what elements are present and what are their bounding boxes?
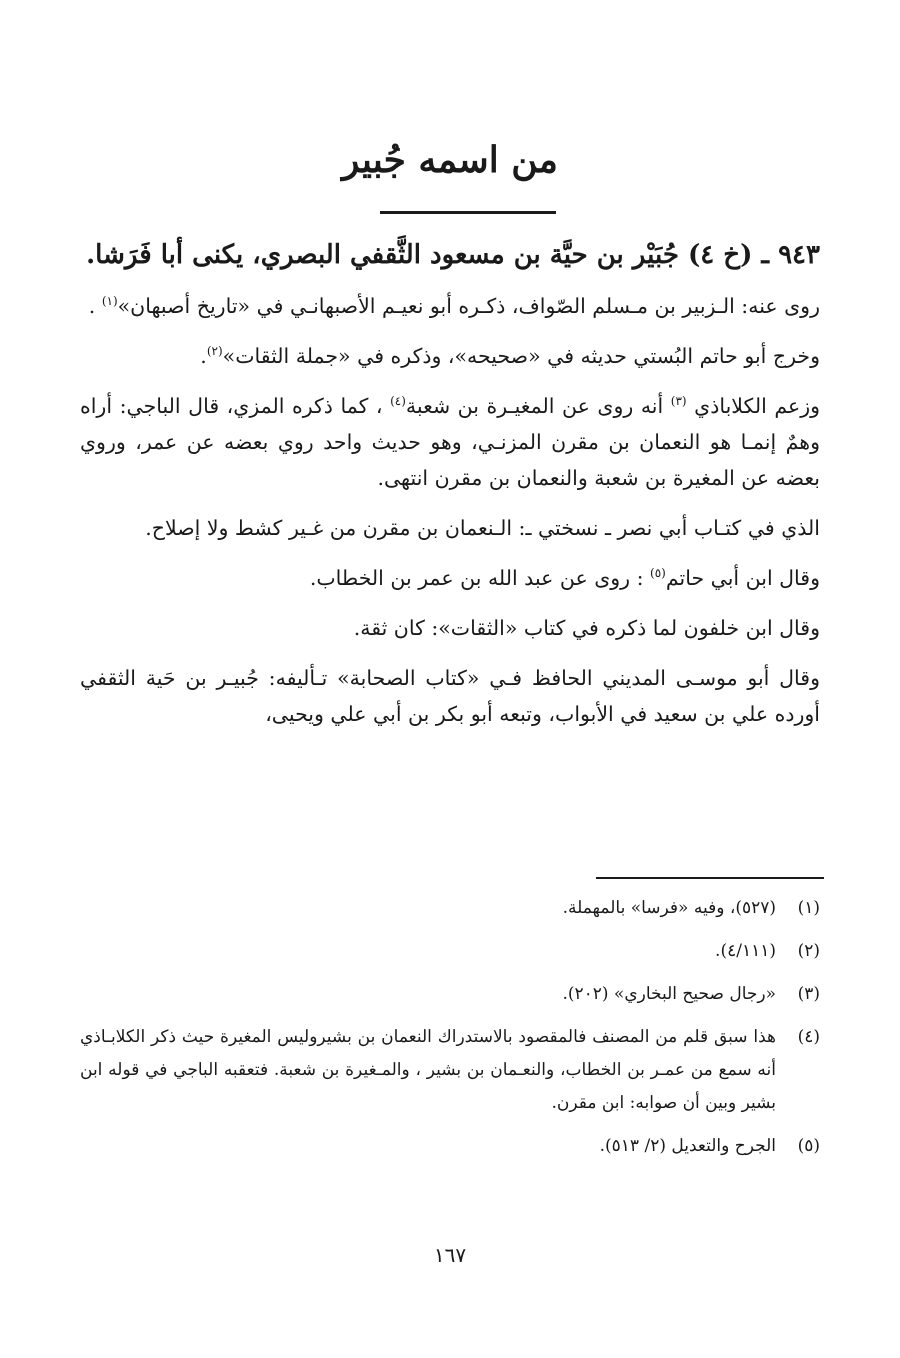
paragraph-3 [80,388,820,496]
footnote-text: «رجال صحيح البخاري» (٢٠٢). [562,984,776,1004]
paragraph-7: وقال أبو موسـى المديني الحافظ فـي «كتاب الصحابة» تـأليفه: جُبيـر بن حَية الثقفي أورده علي بن سعيد في الأبواب، وتبعه أبو بكر بن أبي علي ويحيى، [80,666,820,726]
footnote [80,935,820,968]
paragraph-tail: . [200,344,207,368]
paragraph-2 [80,338,820,374]
footnote-separator [596,877,824,879]
footnote-ref: (٥) [650,566,666,581]
section-title: من اسمه جُبير [342,139,558,181]
paragraph-text: روى عنه: الـزبير بن مـسلم الصّواف، ذكـره أبو نعيـم الأصبهانـي في «تاريخ أصبهان» [117,294,820,318]
paragraph-text: وقال ابن أبي حاتم [665,566,820,590]
paragraph-text: وخرج أبو حاتم البُستي حديثه في «صحيحه»، وذكره في «جملة الثقات» [222,344,820,368]
footnote-number: (٣) [797,984,820,1004]
footnote-ref: (٣) [670,394,687,409]
page-number: ١٦٧ [433,1243,467,1267]
title-underline [380,211,556,214]
footnote-text: (٥٢٧)، وفيه «فرسا» بالمهملة. [562,898,776,918]
paragraph-5 [80,560,820,596]
paragraph-text: وزعم الكلاباذي [686,394,820,418]
footnote [80,1130,820,1163]
footnote-ref: (٤) [390,394,406,409]
footnotes [80,892,820,1173]
footnote-text: هذا سبق قلم من المصنف فالمقصود بالاستدراك النعمان بن بشيروليس المغيرة حيث ذكر الكلابـاذي أنه سمع من عمـر بن الخطاب، والنعـمان بن بشير ، والمـغيرة بن شعبة. فتعقبه الباجي في قوله ابن بشير وبين أن صوابه: ابن مقرن. [80,1027,776,1113]
paragraph-tail: . [88,294,102,318]
footnote-number: (٥) [797,1136,820,1156]
paragraph-6: وقال ابن خلفون لما ذكره في كتاب «الثقات»: كان ثقة. [353,616,820,640]
footnote-number: (٢) [797,941,820,961]
paragraph-text: أنه روى عن المغيـرة بن شعبة [405,394,671,418]
footnote-ref: (١) [101,294,118,309]
footnote-text: الجرح والتعديل (٢/ ٥١٣). [599,1136,776,1156]
footnote-number: (٤) [797,1027,820,1047]
paragraph-tail: : روى عن عبد الله بن عمر بن الخطاب. [309,566,651,590]
footnote-text: (٤/١١١). [715,941,776,961]
footnote-ref: (٢) [206,344,223,359]
paragraph-text: ، كما ذكره المزي، قال الباجي: أراه وهمٌ إنمـا هو النعمان بن مقرن المزنـي، وهو حديث واحد روي بعضه عن عمر، وروي بعضه عن المغيرة بن شعبة والنعمان بن مقرن انتهى. [80,394,820,490]
entry-heading: ٩٤٣ ـ (خ ٤) جُبَيْر بن حيَّة بن مسعود الثَّقفي البصري، يكنى أبا فَرَشا. [86,240,820,270]
entry-body [80,288,820,746]
footnote-number: (١) [797,898,820,918]
paragraph-1 [80,288,820,324]
paragraph-4: الذي في كتـاب أبي نصر ـ نسختي ـ: الـنعمان بن مقرن من غـير كشط ولا إصلاح. [145,516,820,540]
footnote [80,892,820,925]
footnote [80,978,820,1011]
footnote [80,1021,820,1120]
